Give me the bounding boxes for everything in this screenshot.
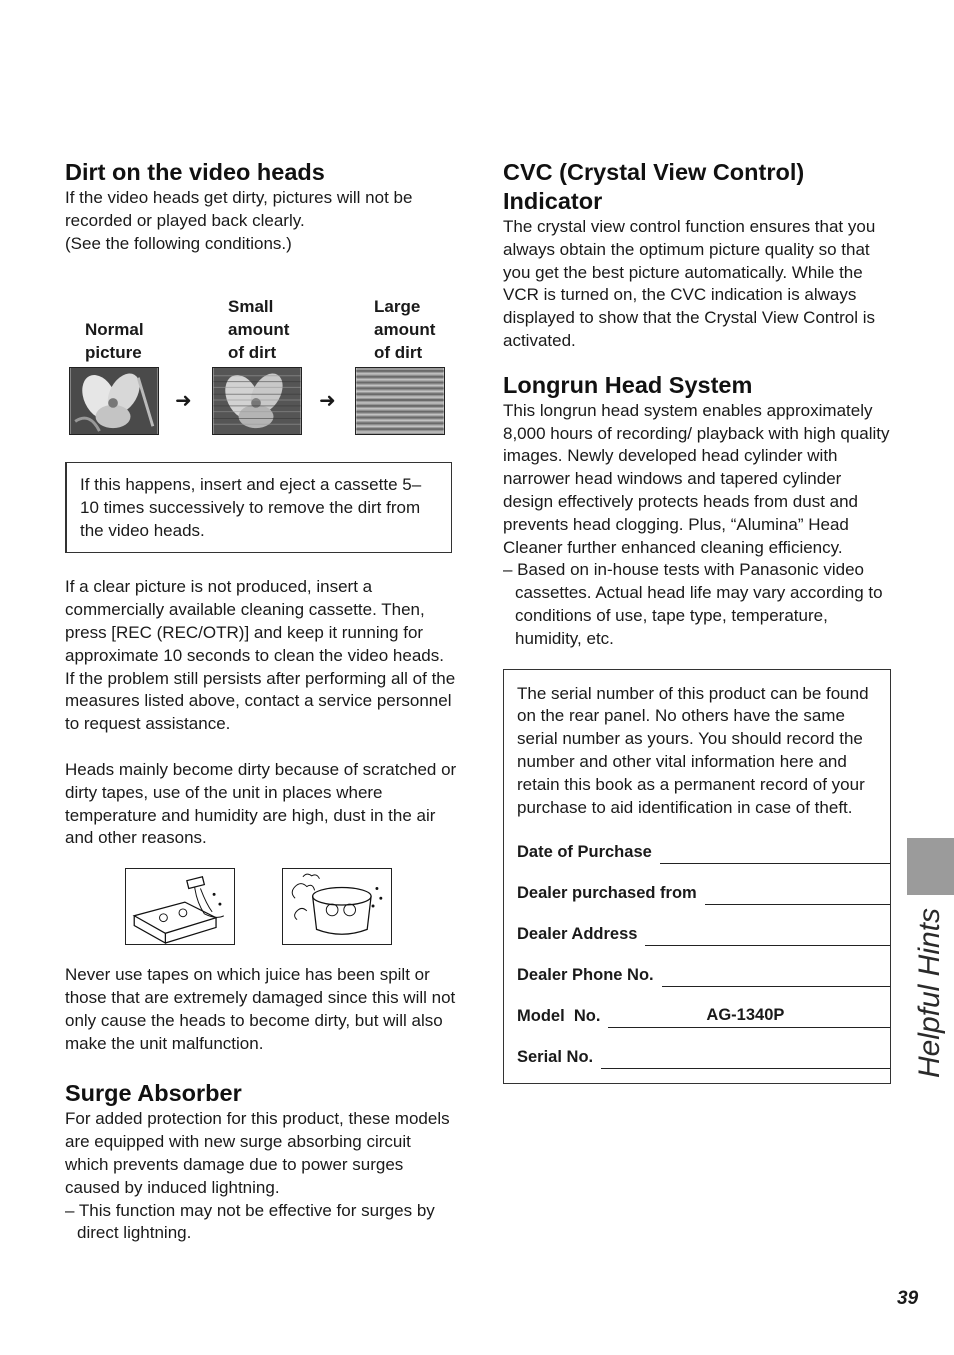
dealer-purchased-from-row bbox=[517, 864, 890, 905]
dirt-heading: Dirt on the video heads bbox=[65, 159, 325, 185]
page-number: 39 bbox=[897, 1288, 919, 1309]
model-number-label: Model No. bbox=[517, 1007, 601, 1026]
dealer-purchased-from-field[interactable] bbox=[705, 882, 890, 905]
spilled-juice-cassette-icon bbox=[125, 868, 235, 945]
dirt-see: (See the following conditions.) bbox=[65, 233, 292, 253]
serial-number-field[interactable] bbox=[601, 1046, 890, 1069]
dusty-cassette-icon bbox=[282, 868, 392, 945]
condition-label-small: Small amount of dirt bbox=[228, 297, 290, 363]
dealer-phone-row bbox=[517, 946, 890, 987]
surge-note: – This function may not be effective for surges by direct lightning. bbox=[65, 1200, 435, 1243]
arrow-right-icon: ➜ bbox=[319, 390, 336, 413]
condition-label-large: Large amount of dirt bbox=[374, 297, 436, 363]
condition-labels bbox=[65, 295, 457, 363]
model-number-row bbox=[517, 987, 890, 1028]
left-column bbox=[65, 158, 457, 1245]
dealer-address-field[interactable] bbox=[645, 923, 890, 946]
dirt-intro: If the video heads get dirty, pictures will not be recorded or played back clearly. bbox=[65, 188, 413, 230]
dealer-purchased-from-label: Dealer purchased from bbox=[517, 884, 697, 903]
date-of-purchase-row bbox=[517, 823, 890, 864]
large-dirt-picture-image bbox=[355, 367, 445, 435]
date-of-purchase-field[interactable] bbox=[660, 841, 890, 864]
longrun-note: – Based on in-house tests with Panasonic video cassettes. Actual head life may vary according to conditions of use, tape type, temperature, humidity, etc. bbox=[503, 560, 883, 648]
cleaning-instruction-text: If this happens, insert and eject a cassette 5–10 times successively to remove the dirt from the video heads. bbox=[80, 475, 422, 541]
dirt-paragraph-service: If the problem still persists after performing all of the measures listed above, contact a service personnel to request assistance. bbox=[65, 668, 456, 734]
dirt-paragraph-warning: Never use tapes on which juice has been spilt or those that are extremely damaged since this will not only cause the heads to become dirty, but will also make the unit malfunction. bbox=[65, 965, 456, 1053]
cvc-body: The crystal view control function ensures that you always obtain the optimum picture quality so that you get the best picture automatically. While the VCR is turned on, the CVC indication is always displayed to show that the Crystal View Control is activated. bbox=[503, 217, 876, 350]
date-of-purchase-label: Date of Purchase bbox=[517, 843, 652, 862]
serial-number-label: Serial No. bbox=[517, 1048, 594, 1067]
surge-heading: Surge Absorber bbox=[65, 1080, 242, 1107]
cleaning-instruction-box bbox=[65, 462, 452, 553]
right-column bbox=[503, 158, 895, 1084]
dirt-paragraph-cleaning-cassette: If a clear picture is not produced, insert a commercially available cleaning cassette. Then, press [REC (REC/OTR)] and keep it running for approximate 10 seconds to clean the video heads. bbox=[65, 577, 444, 665]
dealer-address-row bbox=[517, 905, 890, 946]
longrun-body: This longrun head system enables approximately 8,000 hours of recording/ playback with high quality images. Newly developed head cylinder with narrower head windows and tapered cylinder design effectively protects heads from dust and prevents head clogging. Plus, “Alumina” Head Cleaner further enhanced cleaning efficiency. bbox=[503, 400, 890, 557]
dirt-paragraph-causes: Heads mainly become dirty because of scratched or dirty tapes, use of the unit in places where temperature and humidity are high, dust in the air and other reasons. bbox=[65, 759, 457, 848]
surge-body: For added protection for this product, these models are equipped with new surge absorbing circuit which prevents damage due to power surges caused by induced lightning. bbox=[65, 1109, 450, 1197]
condition-pictures bbox=[65, 367, 457, 437]
model-number-value: AG-1340P bbox=[706, 1006, 785, 1025]
warning-illustrations bbox=[65, 868, 457, 946]
arrow-right-icon: ➜ bbox=[175, 390, 192, 413]
dealer-phone-label: Dealer Phone No. bbox=[517, 966, 654, 985]
longrun-heading: Longrun Head System bbox=[503, 371, 753, 398]
normal-picture-image bbox=[69, 367, 159, 435]
dealer-address-label: Dealer Address bbox=[517, 925, 638, 944]
condition-label-normal: Normal picture bbox=[85, 320, 144, 363]
small-dirt-picture-image bbox=[212, 367, 302, 435]
section-title-vertical: Helpful Hints bbox=[913, 907, 946, 1079]
purchase-record-box bbox=[503, 669, 891, 1085]
cvc-heading: CVC (Crystal View Control) Indicator bbox=[503, 159, 805, 214]
dealer-phone-field[interactable] bbox=[662, 964, 890, 987]
section-tab-marker bbox=[907, 838, 954, 895]
serial-number-row bbox=[517, 1028, 890, 1069]
model-number-field[interactable] bbox=[608, 1005, 890, 1028]
purchase-record-intro: The serial number of this product can be found on the rear panel. No others have the same serial number as yours. You should record the number and other vital information here and retain this book as a permanent record of your purchase to aid identification in case of theft. bbox=[517, 683, 869, 817]
